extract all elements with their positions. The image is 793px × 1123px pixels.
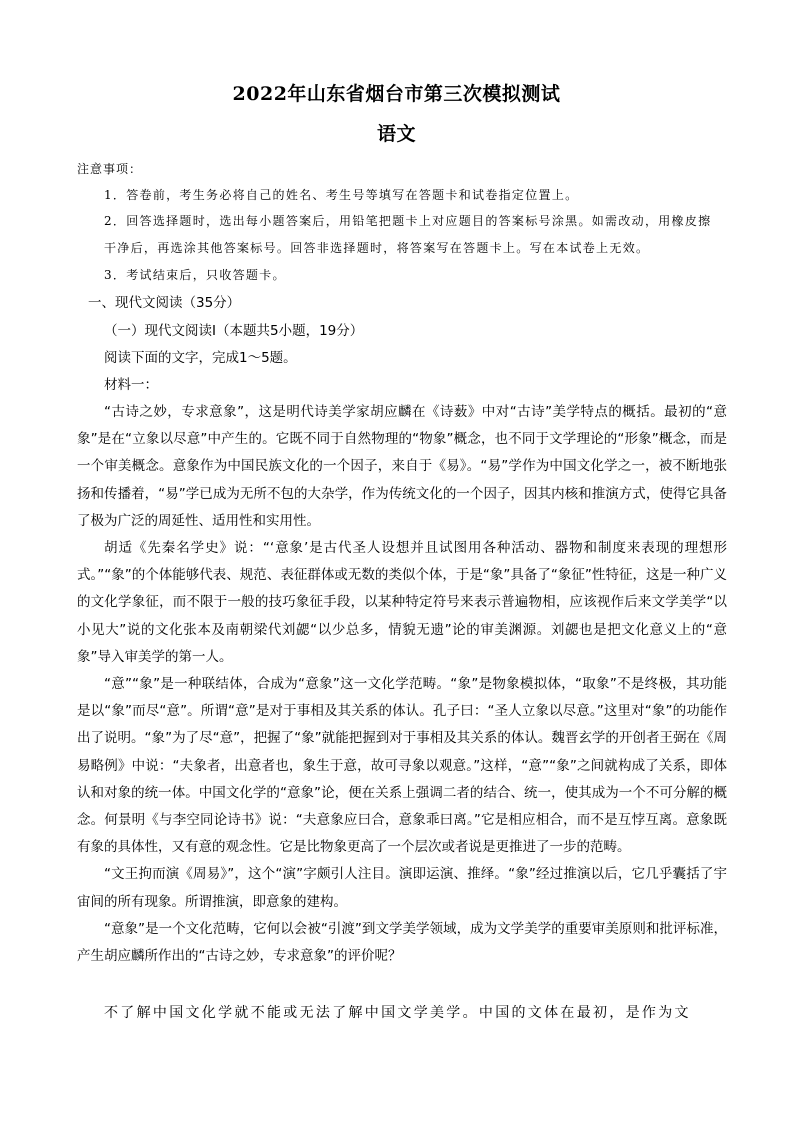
reading-passage xyxy=(77,399,727,970)
paragraph: “意”“象”是一种联结体，合成为“意象”这一文化学范畴。“象”是物象模拟体，“取象”不是终极，其功能是以“象”而尽“意”。所谓“意”是对于事相及其关系的体认。孔子曰：“圣人立象以尽意。”这里对“象”的功能作出了说明。“象”为了尽“意”，把握了“象”就能把握到对于事相及其关系的体认。魏晋玄学的开创者王弼在《周易略例》中说：“夫象者，出意者也，象生于意，故可寻象以观意。”这样，“意”“象”之间就构成了关系，即体认和对象的统一体。中国文化学的“意象”论，便在关系上强调二者的结合、统一，使其成为一个不可分解的概念。何景明《与李空同论诗书》说：“夫意象应曰合，意象乖曰离。”它是相应相合，而不是互悖互离。意象既有象的具体性，又有意的观念性。它是比物象更高了一个层次或者说是更推进了一步的范畴。 xyxy=(77,676,727,856)
paragraph: 胡适《先秦名学史》说：“‘意象’是古代圣人设想并且试图用各种活动、器物和制度来表现的理想形式。”“象”的个体能够代表、规范、表征群体或无数的类似个体，于是“象”具备了“象征”性特征，这是一种广义的文化学象征，而不限于一般的技巧象征手段，以某种特定符号来表示普遍物相，应该视作后来文学美学“以小见大”说的文化张本及南朝梁代刘勰“以少总多，情貌无遗”论的审美渊源。刘勰也是把文化意义上的“意象”导入审美学的第一人。 xyxy=(77,540,727,665)
note-item-3: 3．考试结束后，只收答题卡。 xyxy=(104,268,286,282)
reading-instruction: 阅读下面的文字，完成1～5题。 xyxy=(104,350,297,366)
paragraph: “古诗之妙，专求意象”，这是明代诗美学家胡应麟在《诗薮》中对“古诗”美学特点的概括。最初的“意象”是在“立象以尽意”中产生的。它既不同于自然物理的“物象”概念，也不同于文学理论的“形象”概念，而是一个审美概念。意象作为中国民族文化的一个因子，来自于《易》。“易”学作为中国文化学之一，被不断地张扬和传播着，“易”学已成为无所不包的大杂学，作为传统文化的一个因子，因其内核和推演方式，使得它具备了极为广泛的周延性、适用性和实用性。 xyxy=(77,404,727,529)
exam-title: 2022年山东省烟台市第三次模拟测试 xyxy=(232,83,561,105)
material-label: 材料一： xyxy=(104,377,158,393)
section-heading: 一、现代文阅读（35分） xyxy=(88,295,241,311)
paragraph-continued: 不了解中国文化学就不能或无法了解中国文学美学。中国的文体在最初，是作为文 xyxy=(104,1005,691,1021)
section-subheading: （一）现代文阅读Ⅰ（本题共5小题，19分） xyxy=(104,323,364,339)
note-item-2: 2．回答选择题时，选出每小题答案后，用铅笔把题卡上对应题目的答案标号涂黑。如需改动，用橡皮擦干净后，再选涂其他答案标号。回答非选择题时，将答案写在答题卡上。写在本试卷上无效。 xyxy=(104,214,712,255)
paragraph: “文王拘而演《周易》”，这个“演”字颇引人注目。演即运演、推绎。“象”经过推演以后，它几乎囊括了宇宙间的所有现象。所谓推演，即意象的建构。 xyxy=(77,866,727,910)
note-item-1: 1．答卷前，考生务必将自己的姓名、考生号等填写在答题卡和试卷指定位置上。 xyxy=(104,188,579,202)
paragraph: “意象”是一个文化范畴，它何以会被“引渡”到文学美学领域，成为文学美学的重要审美原则和批评标准，产生胡应麟所作出的“古诗之妙，专求意象”的评价呢？ xyxy=(77,920,727,965)
subject-title: 语文 xyxy=(376,123,416,145)
notes-heading: 注意事项： xyxy=(77,162,143,176)
